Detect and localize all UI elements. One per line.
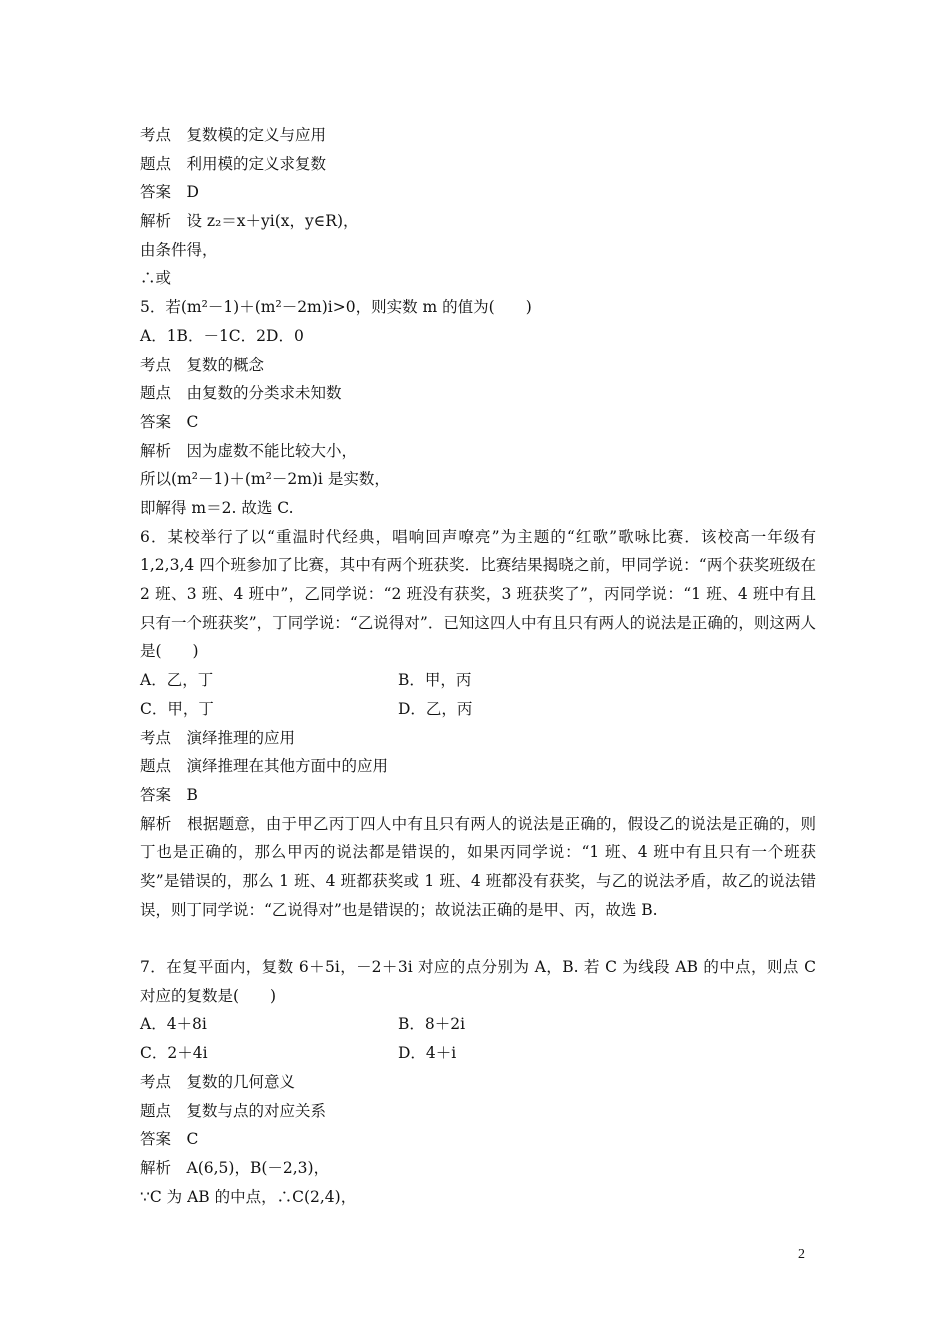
page-number: 2	[798, 1247, 805, 1262]
option-item: C．甲，丁	[140, 699, 214, 718]
option-item: D．4＋i	[398, 1044, 457, 1063]
analysis-q4-line2: 由条件得，	[140, 240, 218, 259]
question-5-options: A．1B．－1C．2D．0	[140, 326, 304, 345]
question-6-options-row2	[140, 695, 816, 724]
option-item: A．乙，丁	[140, 671, 214, 690]
analysis-q5-line3: 即解得 m＝2. 故选 C.	[140, 498, 294, 517]
answer-q6: 答案 B	[140, 785, 198, 804]
kaodian-label-q5: 考点 复数的概念	[140, 355, 265, 374]
analysis-q5-line1: 解析 因为虚数不能比较大小，	[140, 441, 358, 460]
page-content	[140, 121, 816, 1211]
analysis-q6: 解析 根据题意，由于甲乙丙丁四人中有且只有两人的说法是正确的，假设乙的说法是正确的，则丁也是正确的，那么甲丙的说法都是错误的，如果丙同学说：“1 班、4 班中有且只有一个班获奖”是错误的，那么 1 班、4 班都获奖或 1 班、4 班都没有获奖，与乙的说法矛盾，故乙的说法错误，则丁同学说：“乙说得对”也是错误的；故说法正确的是甲、丙，故选 B.	[140, 814, 816, 919]
question-7-options-row2	[140, 1039, 816, 1068]
tidian-label-q5: 题点 由复数的分类求未知数	[140, 384, 342, 403]
analysis-q5-line2: 所以(m²－1)＋(m²－2m)i 是实数，	[140, 470, 390, 489]
option-item: A．4＋8i	[140, 1015, 207, 1034]
analysis-q7-line2: ∵C 为 AB 的中点，∴C(2,4)，	[140, 1187, 357, 1206]
tidian-label-q6: 题点 演绎推理在其他方面中的应用	[140, 757, 389, 776]
question-6-stem: 6．某校举行了以“重温时代经典，唱响回声嘹亮”为主题的“红歌”歌咏比赛．该校高一年级有 1,2,3,4 四个班参加了比赛，其中有两个班获奖．比赛结果揭晓之前，甲同学说：“两个获奖班级在 2 班、3 班、4 班中”，乙同学说：“2 班没有获奖，3 班获奖了”，丙同学说：“1 班、4 班中有且只有一个班获奖”，丁同学说：“乙说得对”．已知这四人中有且只有两人的说法是正确的，则这两人是( )	[140, 527, 816, 661]
option-item: C．2＋4i	[140, 1044, 208, 1063]
analysis-q4-line3: ∴或	[140, 269, 172, 288]
question-6-options-row1	[140, 666, 816, 695]
kaodian-label-q7: 考点 复数的几何意义	[140, 1072, 296, 1091]
answer-q5: 答案 C	[140, 412, 199, 431]
answer-q7: 答案 C	[140, 1130, 199, 1149]
question-7-options-row1	[140, 1010, 816, 1039]
answer-q4: 答案 D	[140, 183, 199, 202]
analysis-q7-line1: 解析 A(6,5)，B(－2,3)，	[140, 1158, 330, 1177]
question-5-stem: 5．若(m²－1)＋(m²－2m)i>0，则实数 m 的值为( )	[140, 298, 532, 317]
tidian-label-q7: 题点 复数与点的对应关系	[140, 1101, 327, 1120]
option-item: B．甲，丙	[398, 671, 472, 690]
kaodian-label-q6: 考点 演绎推理的应用	[140, 728, 296, 747]
tidian-label-q4: 题点 利用模的定义求复数	[140, 154, 327, 173]
kaodian-label-q4: 考点 复数模的定义与应用	[140, 126, 327, 144]
option-item: D．乙，丙	[398, 699, 473, 718]
analysis-q4-line1: 解析 设 z₂＝x＋yi(x，y∈R)，	[140, 212, 359, 231]
question-7-stem: 7．在复平面内，复数 6＋5i，－2＋3i 对应的点分别为 A，B. 若 C 为线段 AB 的中点，则点 C 对应的复数是( )	[140, 958, 816, 1005]
option-item: B．8＋2i	[398, 1015, 466, 1034]
